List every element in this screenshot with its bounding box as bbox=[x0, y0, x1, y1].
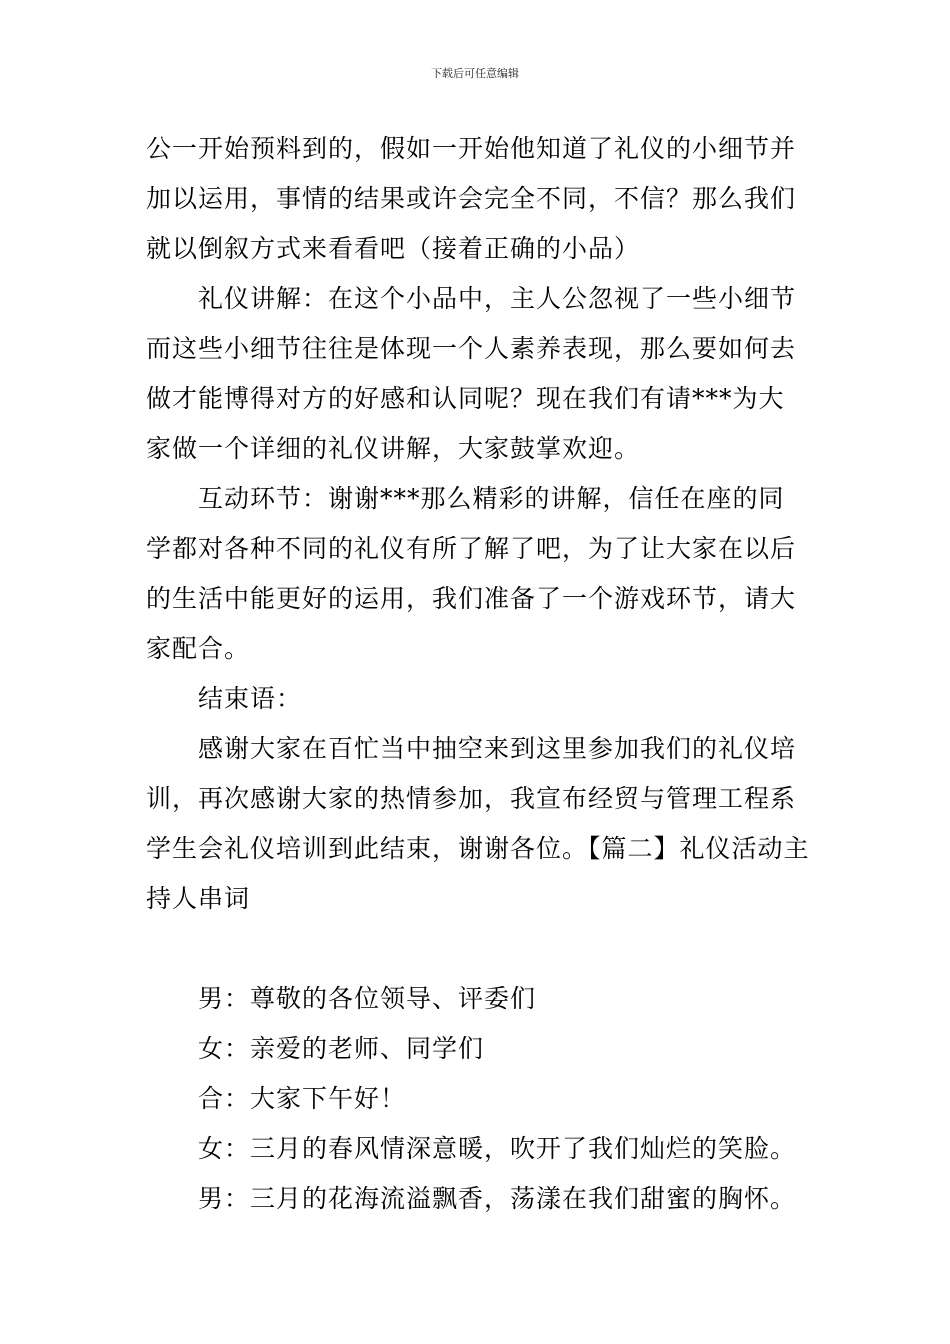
dialogue-line: 男：尊敬的各位领导、评委们 bbox=[198, 984, 537, 1013]
dialogue-line: 女：亲爱的老师、同学们 bbox=[198, 1034, 485, 1063]
paragraph-etiquette-explanation: 礼仪讲解：在这个小品中，主人公忽视了一些小细节而这些小细节往往是体现一个人素养表现，那么要如何去做才能博得对方的好感和认同呢？现在我们有请***为大家做一个详细的礼仪讲解，大家鼓掌欢迎。 bbox=[146, 284, 797, 463]
dialogue-line: 合：大家下午好！ bbox=[198, 1084, 407, 1113]
paragraph-interaction: 互动环节：谢谢***那么精彩的讲解，信任在座的同学都对各种不同的礼仪有所了解了吧，为了让大家在以后的生活中能更好的运用，我们准备了一个游戏环节，请大家配合。 bbox=[146, 484, 797, 663]
header-note: 下载后可任意编辑 bbox=[431, 67, 519, 80]
paragraph-continuation: 公一开始预料到的，假如一开始他知道了礼仪的小细节并加以运用，事情的结果或许会完全不同，不信？那么我们就以倒叙方式来看看吧（接着正确的小品） bbox=[146, 134, 797, 263]
dialogue-line: 男：三月的花海流溢飘香，荡漾在我们甜蜜的胸怀。 bbox=[198, 1184, 797, 1213]
paragraph-closing-heading: 结束语： bbox=[198, 684, 303, 713]
blank-line bbox=[146, 924, 810, 974]
dialogue-line: 女：三月的春风情深意暖，吹开了我们灿烂的笑脸。 bbox=[198, 1134, 797, 1163]
document-body bbox=[146, 124, 810, 1224]
paragraph-closing-remarks: 感谢大家在百忙当中抽空来到这里参加我们的礼仪培训，再次感谢大家的热情参加，我宣布经贸与管理工程系学生会礼仪培训到此结束，谢谢各位。【篇二】礼仪活动主持人串词 bbox=[146, 734, 810, 913]
